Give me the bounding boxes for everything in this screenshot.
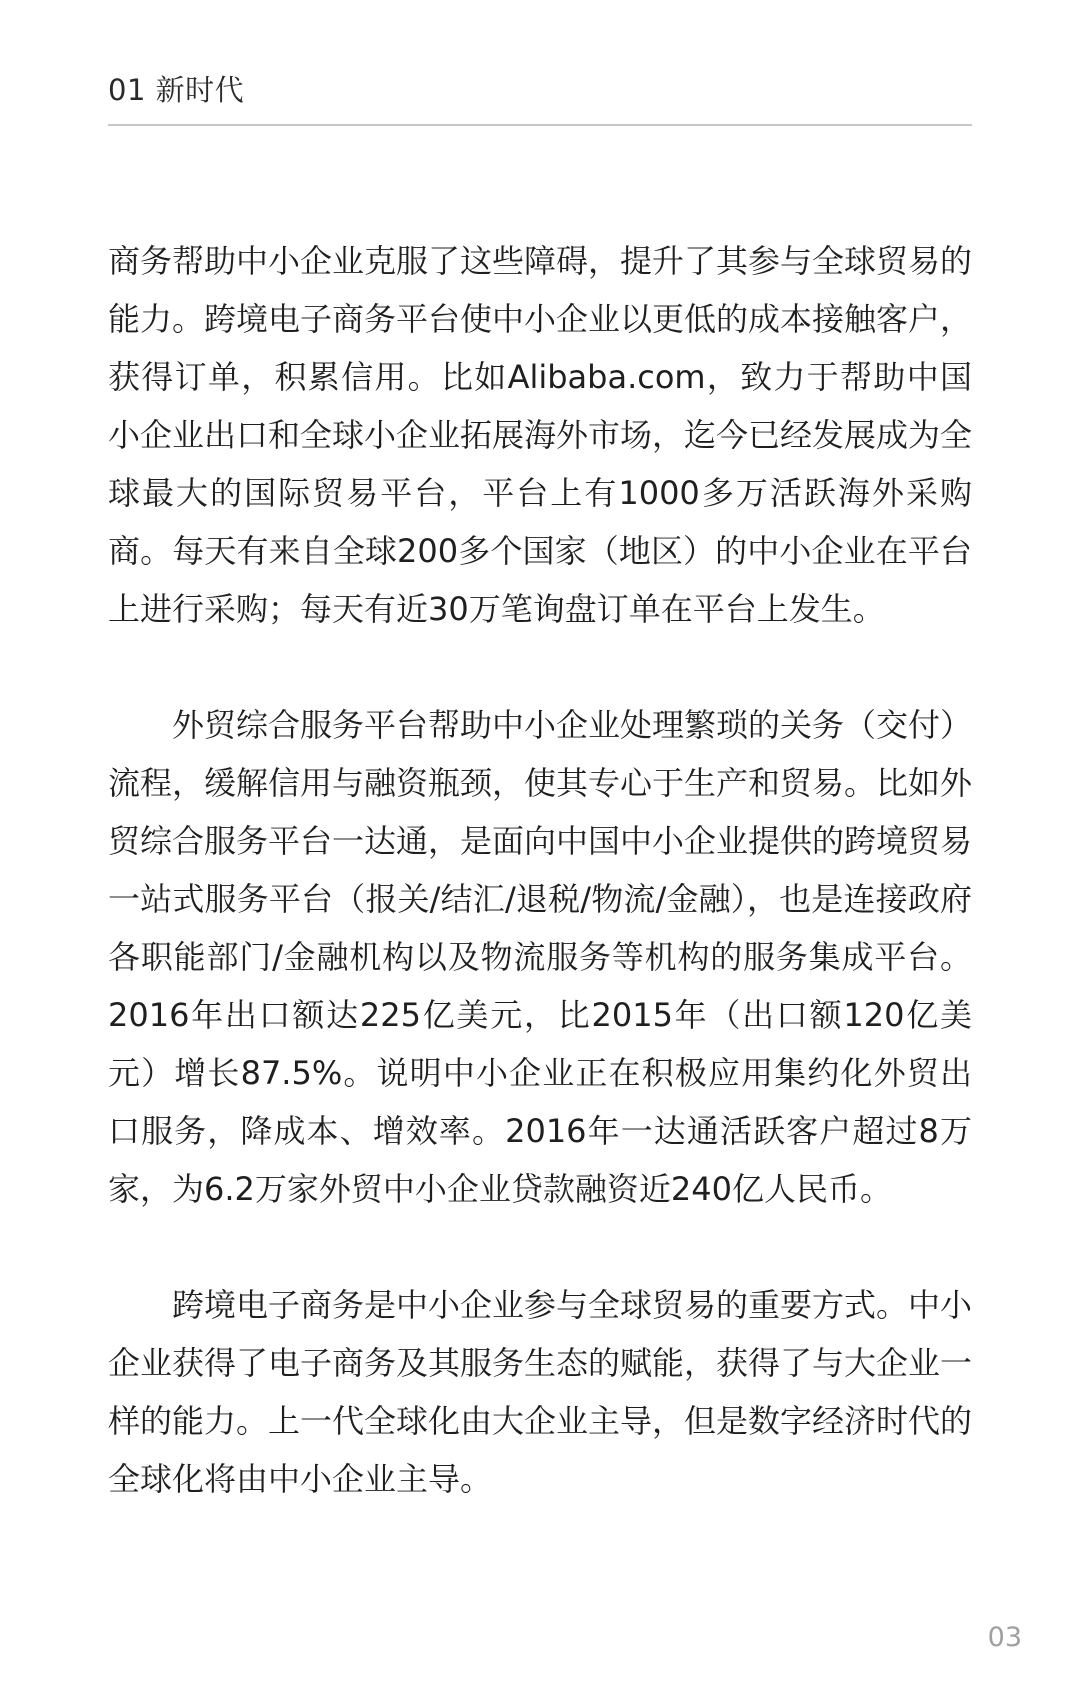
paragraph-3: 跨境电子商务是中小企业参与全球贸易的重要方式。中小企业获得了电子商务及其服务生态的赋能，获得了与大企业一样的能力。上一代全球化由大企业主导，但是数字经济时代的全球化将由中小企业主导。 bbox=[108, 1286, 973, 1498]
body-text bbox=[108, 232, 972, 1508]
paragraph-2: 外贸综合服务平台帮助中小企业处理繁琐的关务（交付）流程，缓解信用与融资瓶颈，使其专心于生产和贸易。比如外贸综合服务平台一达通，是面向中国中小企业提供的跨境贸易一站式服务平台（报关/结汇/退税/物流/金融），也是连接政府各职能部门/金融机构以及物流服务等机构的服务集成平台。2016年出口额达225亿美元，比2015年（出口额120亿美元）增长87.5%。说明中小企业正在积极应用集约化外贸出口服务，降成本、增效率。2016年一达通活跃客户超过8万家，为6.2万家外贸中小企业贷款融资近240亿人民币。 bbox=[108, 706, 973, 1208]
header-divider bbox=[108, 124, 972, 126]
paragraph-1: 商务帮助中小企业克服了这些障碍，提升了其参与全球贸易的能力。跨境电子商务平台使中小企业以更低的成本接触客户，获得订单，积累信用。比如Alibaba.com，致力于帮助中国小企业出口和全球小企业拓展海外市场，迄今已经发展成为全球最大的国际贸易平台，平台上有1000多万活跃海外采购商。每天有来自全球200多个国家（地区）的中小企业在平台上进行采购；每天有近30万笔询盘订单在平台上发生。 bbox=[108, 242, 973, 628]
chapter-header: 01 新时代 bbox=[108, 73, 245, 107]
page-number: 03 bbox=[987, 1622, 1022, 1653]
